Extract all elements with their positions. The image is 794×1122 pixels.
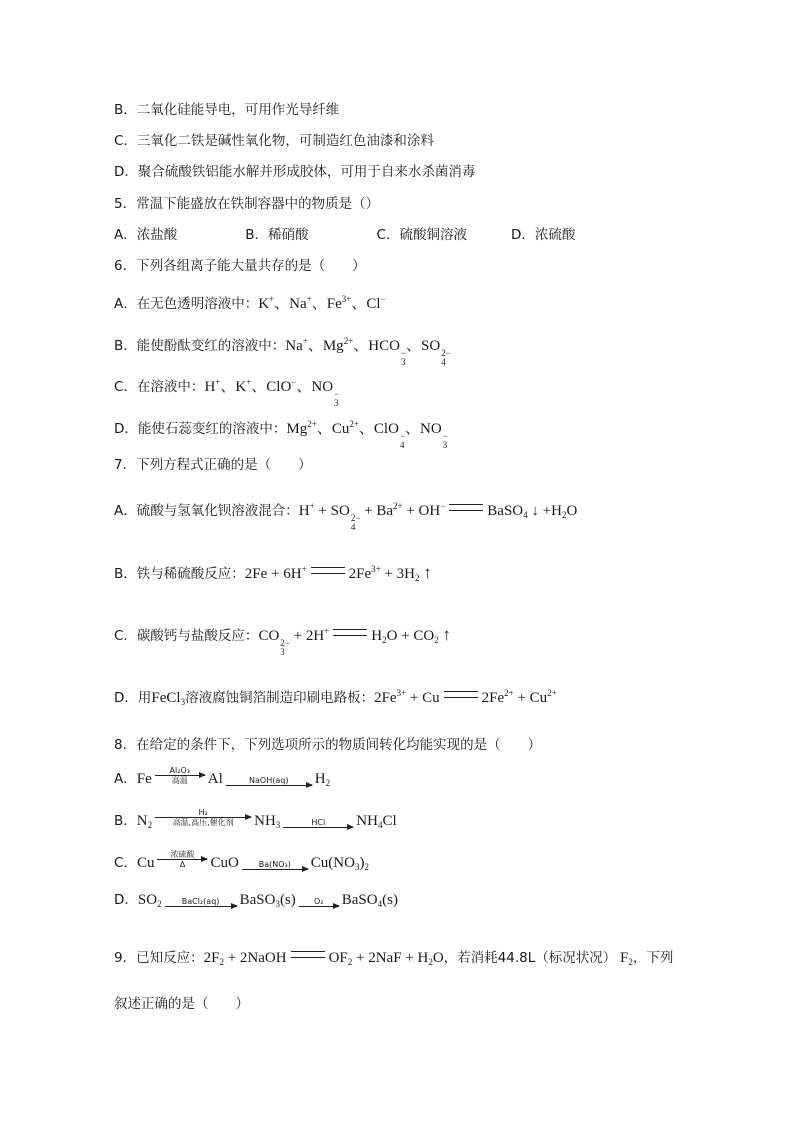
q8-option-c <box>114 850 369 879</box>
q8-option-b <box>114 808 397 837</box>
q8-option-d-chain: $SO_2$ BaCl₂(aq) BaSO$_3$(s) O₂ BaSO$_4$(s) <box>137 892 398 909</box>
q7-option-b-label: B．铁与稀硫酸反应： <box>114 566 245 582</box>
q6-option-a <box>114 294 386 314</box>
q6-option-d <box>114 419 448 450</box>
q9-stem-line2: 叙述正确的是（ ） <box>114 996 249 1012</box>
q8-c-cond1-top: 浓硫酸 <box>170 850 195 859</box>
q4-option-b: B．二氧化硅能导电，可用作光导纤维 <box>114 102 340 118</box>
q4-option-c: C．三氧化二铁是碱性氧化物，可制造红色油漆和涂料 <box>114 133 434 149</box>
q7-option-c-equation: CO 2− 3 + 2H+ $H_2O + CO_2$ ↑ <box>258 625 451 657</box>
q8-option-c-label: C． <box>114 855 137 871</box>
q6-option-c <box>114 377 339 408</box>
q9-stem-mid: ，若消耗 <box>443 950 498 966</box>
q8-a-cond1-bottom: 高温 <box>171 776 188 785</box>
q5-option-b: B．稀硝酸 <box>245 227 309 243</box>
q6-option-b-label: B．能使酚酞变红的溶液中： <box>114 338 286 354</box>
q7-option-a <box>114 501 577 532</box>
q8-option-d-label: D． <box>114 892 138 908</box>
q7-option-d-equation: $2Fe^{3+} + Cu$ $2Fe^{2+} + Cu^{2+}$ <box>374 688 557 706</box>
q7-option-b <box>114 563 432 584</box>
q6-option-a-ions: K+、Na+、$Fe^{3+}$、Cl− <box>258 294 386 312</box>
q9-amount: 44.8L <box>497 950 536 966</box>
q8-b-cond1-bottom: 高温,高压,催化剂 <box>172 818 234 827</box>
q8-c-cond2-top: Ba(NO₃) <box>258 860 291 869</box>
q7-option-a-label: A．硫酸与氢氧化钡溶液混合： <box>114 503 299 519</box>
q9-stem <box>114 948 673 968</box>
q9-f2: $F_2$ <box>616 950 633 967</box>
q5-option-d: D．浓硫酸 <box>510 227 576 243</box>
q5-options <box>114 225 575 245</box>
q6-option-d-label: D．能使石蕊变红的溶液中： <box>114 421 287 437</box>
q9-equation: $2F_2$ + 2NaOH $OF_2 + 2NaF + H_2O$ <box>203 950 444 967</box>
q7-option-d-fecl3: FeCl$_3$ <box>151 690 186 707</box>
q6-option-c-ions: H+、K+、ClO−、NO − 3 <box>204 377 340 408</box>
q7-option-c <box>114 625 451 657</box>
q8-option-c-chain: Cu 浓硫酸 Δ CuO Ba(NO₃) $Cu(NO_3)_2$ <box>136 850 369 872</box>
q5-option-c: C．硫酸铜溶液 <box>376 227 467 243</box>
q9-stem-suffix: ，下列 <box>632 950 674 966</box>
q8-a-cond2-top: NaOH(aq) <box>249 776 289 785</box>
q7-option-d <box>114 688 557 708</box>
q9-condition: （标况状况） <box>535 950 617 966</box>
q7-stem: 7．下列方程式正确的是（ ） <box>114 457 312 473</box>
q6-stem: 6．下列各组离子能大量共存的是（ ） <box>114 258 366 274</box>
q7-option-b-equation: 2Fe + 6H+ $2Fe^{3+} + 3H_2$ ↑ <box>244 563 432 583</box>
q5-stem: 5．常温下能盛放在铁制容器中的物质是（） <box>114 196 380 212</box>
q7-option-d-text: 溶液腐蚀铜箔制造印刷电路板： <box>185 690 375 706</box>
q6-option-b <box>114 336 451 367</box>
q8-stem: 8．在给定的条件下，下列选项所示的物质间转化均能实现的是（ ） <box>114 737 542 753</box>
q9-stem-prefix: 9．已知反应： <box>114 950 204 966</box>
q8-option-b-chain: $N_2$ H₂ 高温,高压,催化剂 $NH_3$ HCl $NH_4Cl$ <box>136 808 397 830</box>
q7-option-c-label: C．碳酸钙与盐酸反应： <box>114 628 259 644</box>
q6-option-b-ions: Na+、$Mg^{2+}$、HCO − 3 、SO 2− 4 <box>285 336 451 367</box>
q7-option-d-label: D．用 <box>114 690 152 706</box>
q8-option-d <box>114 892 398 916</box>
q6-option-d-ions: $Mg^{2+}$、$Cu^{2+}$、ClO − 4 、NO − 3 <box>286 419 448 450</box>
q8-b-cond1-top: H₂ <box>198 808 208 817</box>
q5-option-a: A．浓盐酸 <box>114 227 178 243</box>
q8-option-a <box>114 766 330 795</box>
q8-option-a-chain: Fe Al₂O₃ 高温 Al NaOH(aq) $H_2$ <box>136 766 331 788</box>
q6-option-c-label: C．在溶液中： <box>114 379 205 395</box>
q8-option-b-label: B． <box>114 813 137 829</box>
q8-b-cond2-top: HCl <box>311 818 326 827</box>
q7-option-a-equation: H+ + SO 2− 4 + $Ba^{2+} + OH^-$ BaSO$_4$ ↓ $+H_2O$ <box>298 501 578 532</box>
q8-option-a-label: A． <box>114 771 137 787</box>
q8-c-cond1-bottom: Δ <box>179 860 186 869</box>
q6-option-a-label: A．在无色透明溶液中： <box>114 296 259 312</box>
q4-option-d: D．聚合硫酸铁铝能水解并形成胶体，可用于自来水杀菌消毒 <box>114 164 476 180</box>
q8-a-cond1-top: Al₂O₃ <box>169 766 190 775</box>
q8-d-cond1-top: BaCl₂(aq) <box>181 897 220 906</box>
q8-d-cond2-top: O₂ <box>314 897 324 906</box>
